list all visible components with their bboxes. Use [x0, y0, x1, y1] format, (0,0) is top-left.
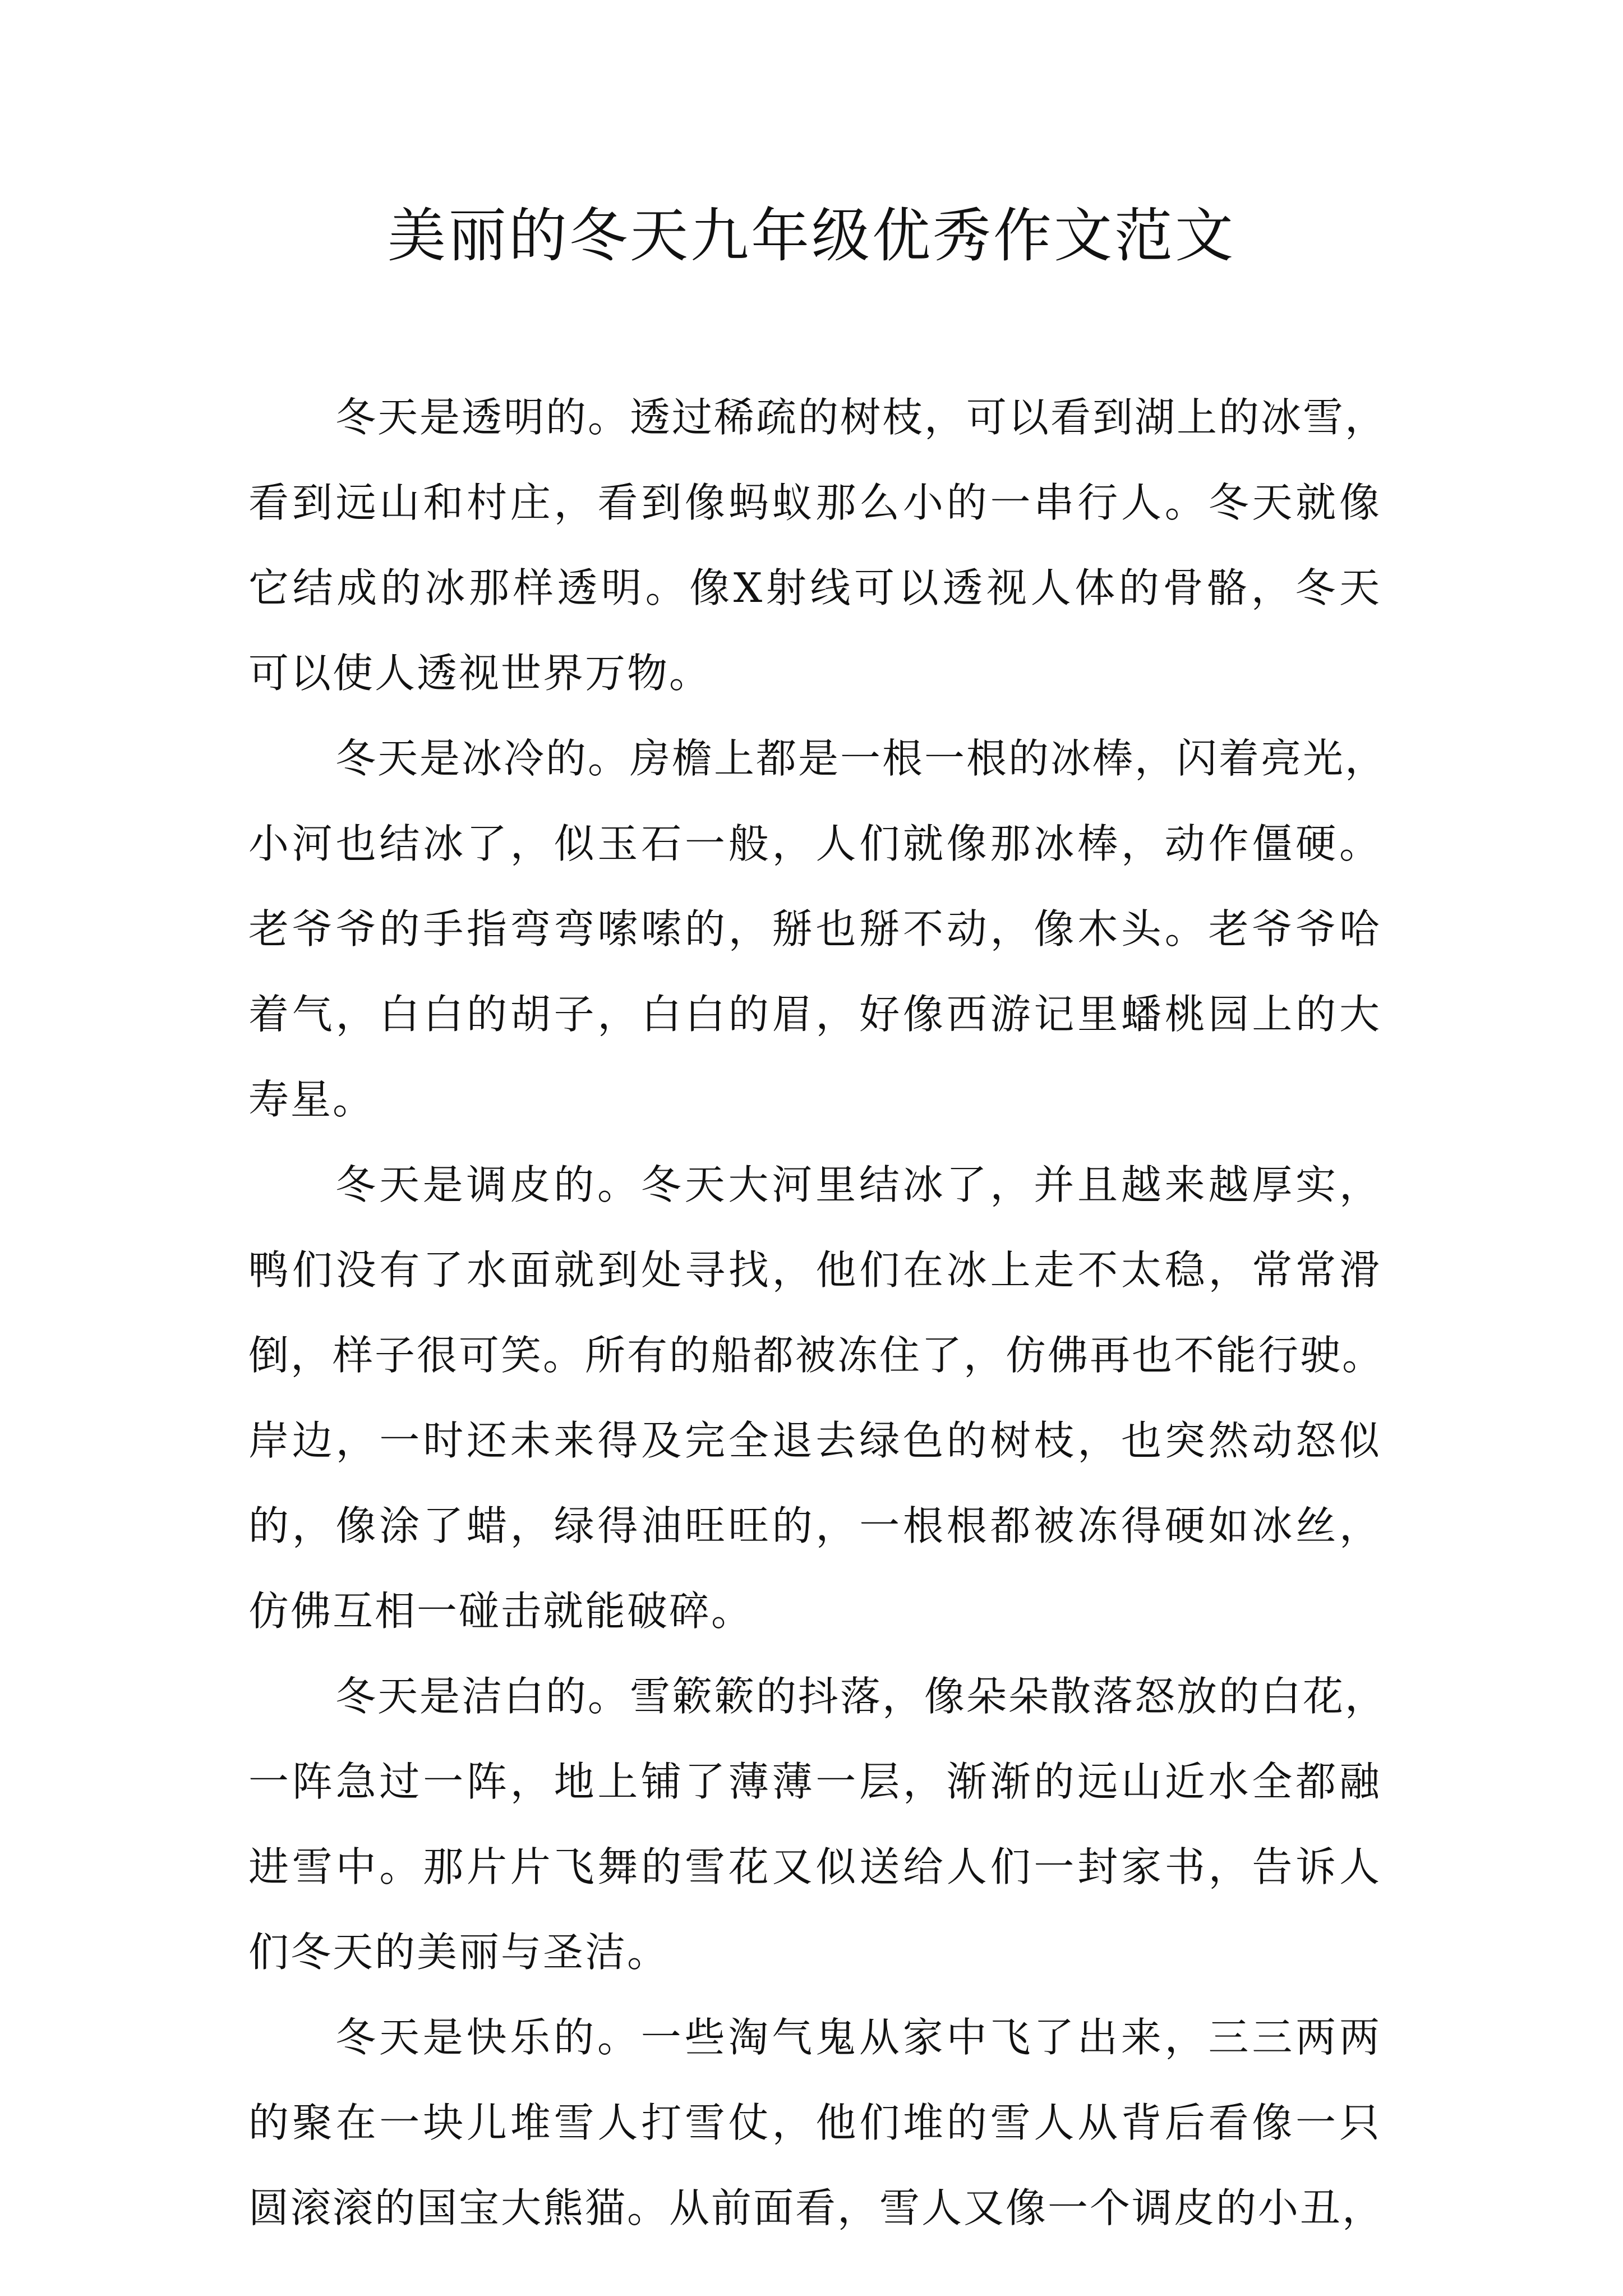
text-line: 寿星。 [248, 1076, 375, 1123]
text-line: 冬天是快乐的。一些淘气鬼从家中飞了出来，三三两两 [335, 2014, 1381, 2061]
text-line: 倒，样子很可笑。所有的船都被冻住了，仿佛再也不能行驶。 [248, 1332, 1385, 1379]
text-line: 可以使人透视世界万物。 [248, 650, 712, 697]
paragraph [248, 1995, 1385, 2251]
text-line: 们冬天的美丽与圣洁。 [248, 1929, 670, 1976]
text-line: 冬天是调皮的。冬天大河里结冰了，并且越来越厚实， [335, 1161, 1381, 1208]
text-line: 着气，白白的胡子，白白的眉，好像西游记里蟠桃园上的大 [248, 991, 1381, 1038]
essay-body [248, 375, 1387, 2251]
text-line: 进雪中。那片片飞舞的雪花又似送给人们一封家书，告诉人 [248, 1843, 1381, 1890]
text-line: 圆滚滚的国宝大熊猫。从前面看，雪人又像一个调皮的小丑， [248, 2184, 1385, 2231]
text-line: 的，像涂了蜡，绿得油旺旺的，一根根都被冻得硬如冰丝， [248, 1502, 1381, 1549]
text-line: 仿佛互相一碰击就能破碎。 [248, 1588, 754, 1635]
paragraph [248, 1654, 1387, 1995]
text-line: 冬天是透明的。透过稀疏的树枝，可以看到湖上的冰雪， [335, 394, 1387, 441]
paragraph [248, 375, 1387, 716]
text-line: 它结成的冰那样透明。像X射线可以透视人体的骨骼，冬天 [248, 564, 1381, 611]
text-line: 的聚在一块儿堆雪人打雪仗，他们堆的雪人从背后看像一只 [248, 2099, 1381, 2146]
document-title: 美丽的冬天九年级优秀作文范文 [387, 201, 1235, 270]
text-line: 冬天是洁白的。雪簌簌的抖落，像朵朵散落怒放的白花， [335, 1673, 1387, 1720]
text-line: 老爷爷的手指弯弯嗦嗦的，掰也掰不动，像木头。老爷爷哈 [248, 905, 1381, 953]
paragraph [248, 1142, 1385, 1654]
text-line: 小河也结冰了，似玉石一般，人们就像那冰棒，动作僵硬。 [248, 820, 1381, 867]
paragraph [248, 716, 1387, 1142]
text-line: 一阵急过一阵，地上铺了薄薄一层，渐渐的远山近水全都融 [248, 1758, 1381, 1805]
text-line: 看到远山和村庄，看到像蚂蚁那么小的一串行人。冬天就像 [248, 479, 1381, 526]
text-line: 岸边，一时还未来得及完全退去绿色的树枝，也突然动怒似 [248, 1417, 1381, 1464]
text-line: 冬天是冰冷的。房檐上都是一根一根的冰棒，闪着亮光， [335, 735, 1387, 782]
text-line: 鸭们没有了水面就到处寻找，他们在冰上走不太稳，常常滑 [248, 1246, 1381, 1294]
